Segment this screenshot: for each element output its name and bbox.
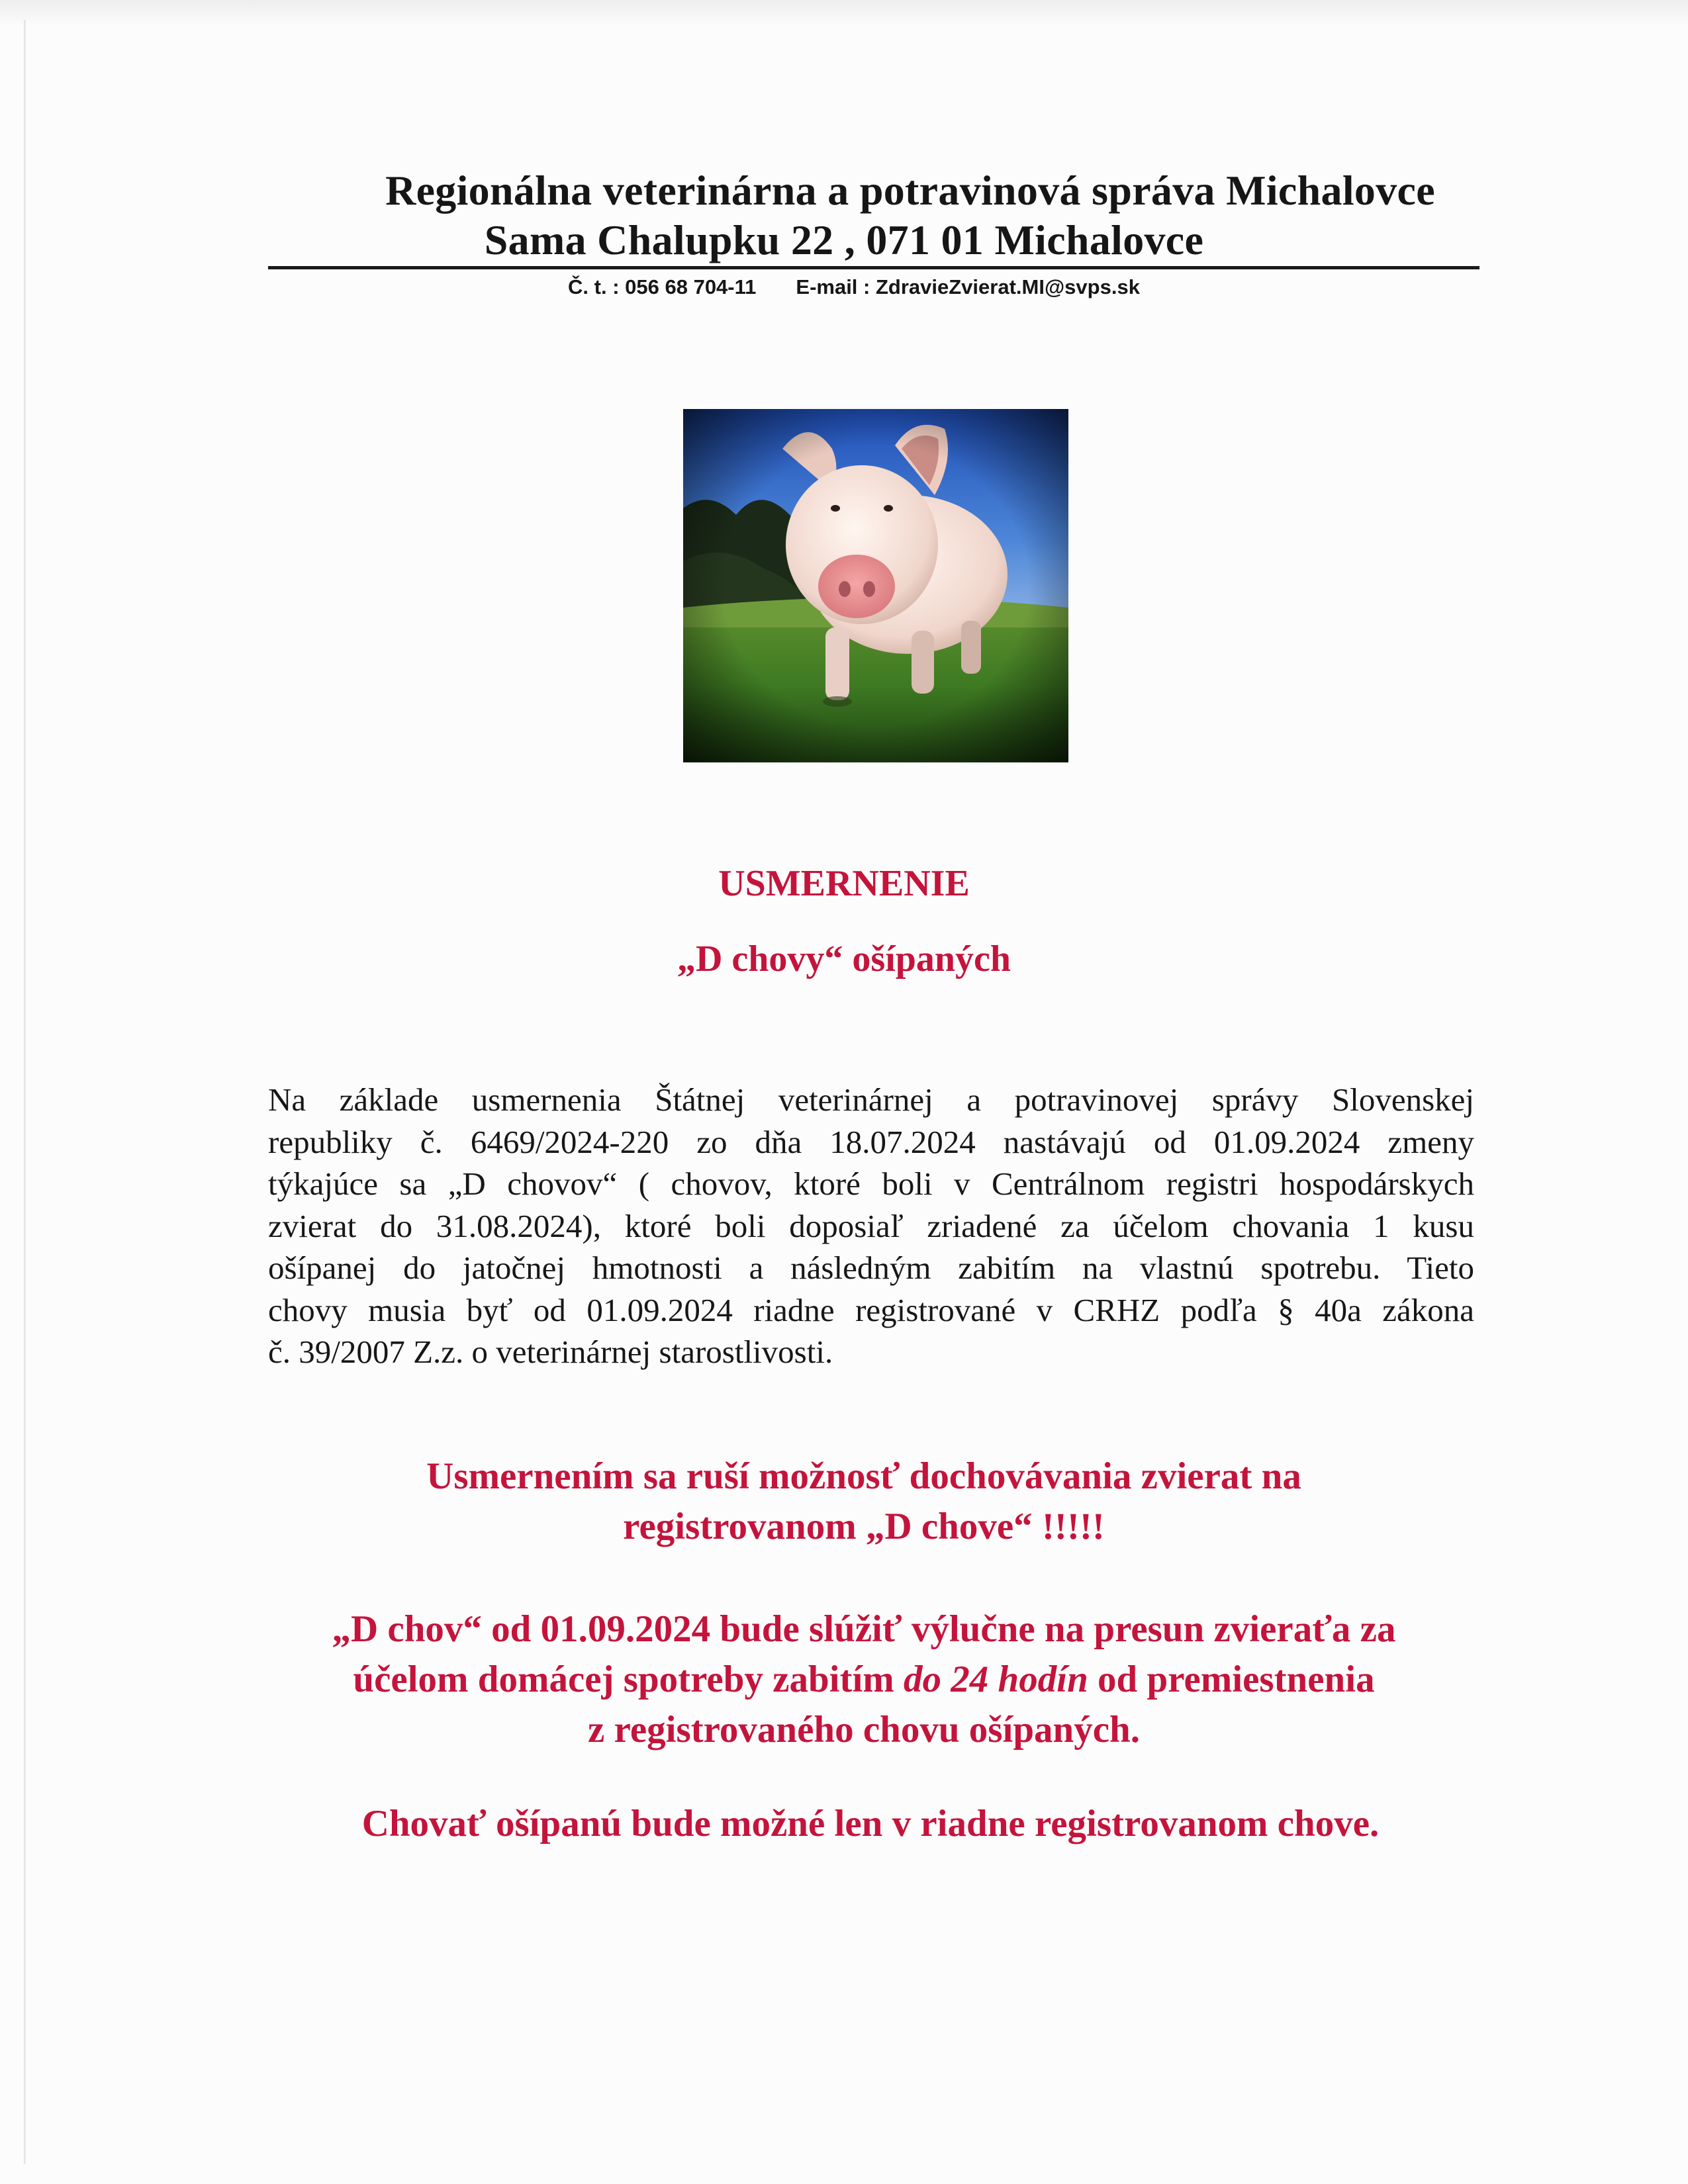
pig-photo xyxy=(683,409,1068,762)
scan-edge-top xyxy=(0,0,1688,26)
body-line: č. 39/2007 Z.z. o veterinárnej starostlivosti. xyxy=(268,1334,833,1370)
document-subtitle: „D chovy“ ošípaných xyxy=(677,938,1011,979)
notice-emphasis: do 24 hodín xyxy=(904,1659,1088,1700)
organization-address: Sama Chalupku 22 , 071 01 Michalovce xyxy=(484,216,1204,263)
notice-line xyxy=(20,1655,1688,1705)
body-paragraph xyxy=(268,1079,1474,1373)
email-address: E-mail : ZdravieZvierat.MI@svps.sk xyxy=(796,275,1140,298)
header-divider xyxy=(268,266,1479,269)
notice-cancellation xyxy=(20,1451,1688,1552)
notice-line: „D chov“ od 01.09.2024 bude slúžiť výlučne na presun zvieraťa za xyxy=(332,1608,1396,1650)
document-title: USMERNENIE xyxy=(718,863,970,904)
notice-transfer-rule xyxy=(20,1604,1688,1755)
body-line: týkajúce sa „D chovov“ ( chovov, ktoré boli v Centrálnom registri hospodárskych xyxy=(268,1165,1474,1202)
notice-line: Chovať ošípanú bude možné len v riadne registrovanom chove. xyxy=(361,1803,1380,1844)
phone-number: Č. t. : 056 68 704-11 xyxy=(568,275,757,298)
contact-row xyxy=(0,277,1688,297)
notice-line: Usmernením sa ruší možnosť dochovávania zvierat na xyxy=(426,1455,1301,1497)
body-line: chovy musia byť od 01.09.2024 riadne registrované v CRHZ podľa § 40a zákona xyxy=(268,1291,1474,1328)
body-line: ošípanej do jatočnej hmotnosti a následným zabitím na vlastnú spotrebu. Tieto xyxy=(268,1250,1474,1286)
notice-line: registrovanom „D chove“ !!!!! xyxy=(623,1506,1105,1547)
body-line: zvierat do 31.08.2024), ktoré boli doposiaľ zriadené za účelom chovania 1 kusu xyxy=(268,1207,1474,1244)
notice-registration-required xyxy=(26,1799,1688,1849)
body-line: republiky č. 6469/2024-220 zo dňa 18.07.2024 nastávajú od 01.09.2024 zmeny xyxy=(268,1123,1474,1160)
notice-text: od premiestnenia xyxy=(1088,1659,1375,1700)
body-line: Na základe usmernenia Štátnej veterinárnej a potravinovej správy Slovenskej xyxy=(268,1081,1474,1118)
notice-line: z registrovaného chovu ošípaných. xyxy=(588,1709,1140,1751)
organization-name: Regionálna veterinárna a potravinová správa Michalovce xyxy=(385,167,1435,214)
notice-text: účelom domácej spotreby zabitím xyxy=(353,1659,904,1700)
pig-photo-illustration xyxy=(683,409,1068,762)
